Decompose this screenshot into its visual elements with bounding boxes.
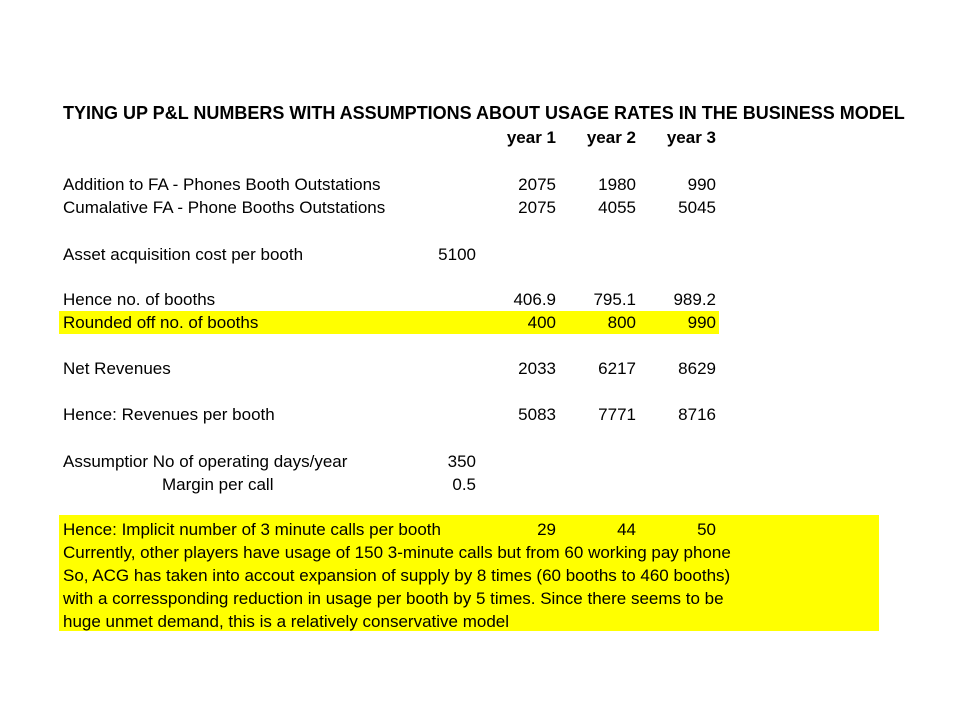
cell-revenues-y1: 2033	[518, 359, 556, 378]
row-label-revenues: Net Revenues	[63, 359, 171, 378]
cell-booths-y3: 989.2	[673, 290, 716, 309]
cell-margin: 0.5	[452, 475, 476, 494]
cell-booths-y1: 406.9	[513, 290, 556, 309]
cell-revenues-y2: 6217	[598, 359, 636, 378]
cell-rev-per-booth-y1: 5083	[518, 405, 556, 424]
cell-calls-y2: 44	[617, 520, 636, 539]
header-year-2: year 2	[586, 128, 636, 147]
cell-cumulative-fa-y3: 5045	[678, 198, 716, 217]
cell-op-days: 350	[447, 452, 476, 471]
cell-revenues-y3: 8629	[678, 359, 716, 378]
cell-addition-fa-y3: 990	[687, 175, 716, 194]
cell-calls-y1: 29	[537, 520, 556, 539]
header-year-3: year 3	[666, 128, 716, 147]
row-label-addition-fa: Addition to FA - Phones Booth Outstations	[63, 175, 381, 194]
cell-calls-y3: 50	[697, 520, 716, 539]
row-label-margin: Margin per call	[162, 475, 274, 494]
row-label-rev-per-booth: Hence: Revenues per booth	[63, 405, 275, 424]
cell-rounded-y1: 400	[527, 313, 556, 332]
cell-rounded-y3: 990	[687, 313, 716, 332]
cell-asset-cost: 5100	[438, 245, 476, 264]
cell-rounded-y2: 800	[607, 313, 636, 332]
cell-addition-fa-y1: 2075	[518, 175, 556, 194]
row-label-asset-cost: Asset acquisition cost per booth	[63, 245, 304, 264]
row-label-op-days: Assumptior No of operating days/year	[63, 452, 348, 471]
header-year-1: year 1	[506, 128, 556, 147]
note-line-2: So, ACG has taken into accout expansion of supply by 8 times (60 booths to 460 booths)	[63, 566, 731, 585]
row-label-cumulative-fa: Cumalative FA - Phone Booths Outstations	[63, 198, 386, 217]
note-line-4: huge unmet demand, this is a relatively conservative model	[63, 612, 510, 631]
note-line-3: with a corressponding reduction in usage per booth by 5 times. Since there seems to be	[63, 589, 724, 608]
cell-cumulative-fa-y1: 2075	[518, 198, 556, 217]
row-label-booths: Hence no. of booths	[63, 290, 216, 309]
row-label-rounded: Rounded off no. of booths	[63, 313, 259, 332]
cell-rev-per-booth-y3: 8716	[678, 405, 716, 424]
cell-addition-fa-y2: 1980	[598, 175, 636, 194]
row-label-calls: Hence: Implicit number of 3 minute calls per booth	[63, 520, 441, 539]
cell-rev-per-booth-y2: 7771	[598, 405, 636, 424]
cell-cumulative-fa-y2: 4055	[598, 198, 636, 217]
page-title: TYING UP P&L NUMBERS WITH ASSUMPTIONS ABOUT USAGE RATES IN THE BUSINESS MODEL	[63, 103, 905, 123]
note-line-1: Currently, other players have usage of 150 3-minute calls but from 60 working pay phone	[63, 543, 731, 562]
cell-booths-y2: 795.1	[593, 290, 636, 309]
